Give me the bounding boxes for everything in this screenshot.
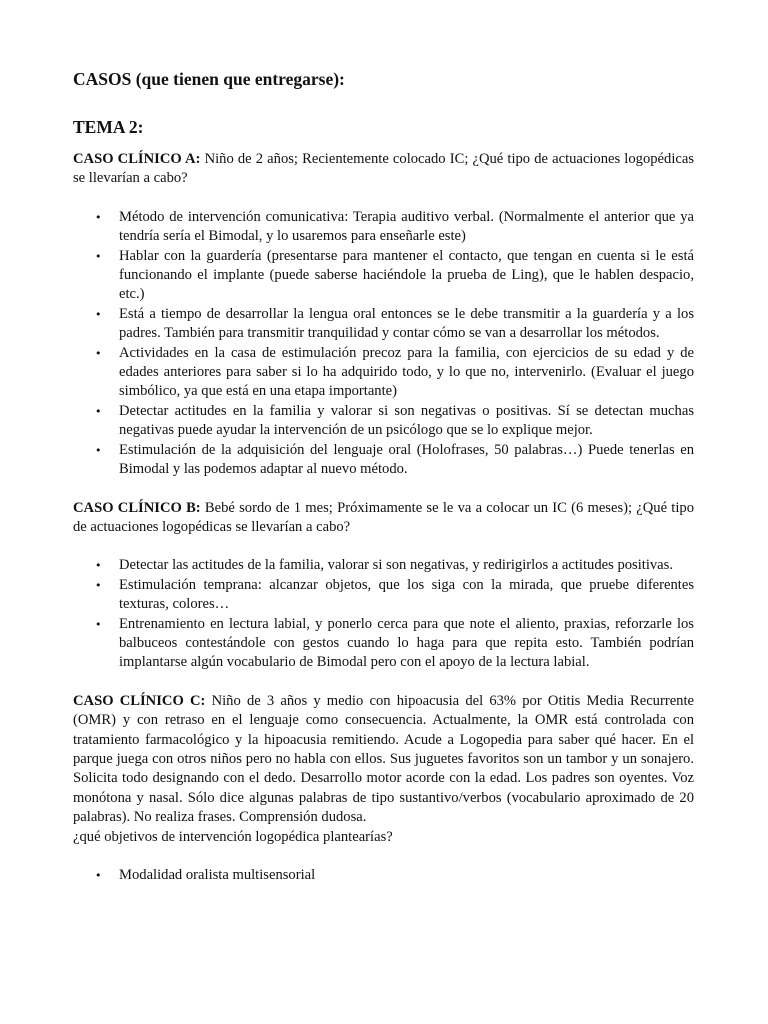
list-item-text: Entrenamiento en lectura labial, y ponerlo cerca para que note el aliento, praxias, reforzarle los balbuceos contestándole con gestos cuando lo haga para que repita esto. También podrían implantarse algún vocabulario de Bimodal pero con el apoyo de la lectura labial.	[119, 615, 694, 671]
case-a-list	[73, 208, 694, 480]
list-item	[73, 866, 694, 885]
list-item	[73, 402, 694, 441]
bullet-icon: •	[95, 307, 102, 321]
list-item-text: Método de intervención comunicativa: Terapia auditivo verbal. (Normalmente el anterior que ya tendría sería el Bimodal, y lo usaremos para enseñarle este)	[119, 208, 694, 245]
bullet-icon: •	[95, 249, 102, 263]
bullet-icon: •	[95, 578, 102, 592]
case-c-paragraph	[73, 692, 694, 828]
bullet-icon: •	[95, 210, 102, 224]
list-item	[73, 576, 694, 615]
case-c-text: Niño de 3 años y medio con hipoacusia del 63% por Otitis Media Recurrente (OMR) y con retraso en el lenguaje como consecuencia. Actualmente, la OMR está controlada con tratamiento farmacológico y la hipoacusia remitiendo. Acude a Logopedia para saber qué hacer. En el parque juega con otros niños pero no habla con ellos. Sus juguetes favoritos son un tambor y un sonajero. Solicita todo designando con el dedo. Desarrollo motor acorde con la edad. Los padres son oyentes. Voz monótona y nasal. Sólo dice algunas palabras de tipo sustantivo/verbos (vocabulario aproximado de 20 palabras). No realiza frases. Comprensión dudosa.	[73, 692, 695, 826]
case-b-paragraph	[73, 499, 694, 538]
list-item-text: Hablar con la guardería (presentarse para mantener el contacto, que tengan en cuenta si le está funcionando el implante (puede saberse haciéndole la prueba de Ling), que le hablen despacio, etc.)	[119, 247, 694, 303]
case-c-list	[73, 866, 694, 885]
list-item	[73, 247, 694, 305]
bullet-icon: •	[95, 559, 102, 573]
case-c-question: ¿qué objetivos de intervención logopédica plantearías?	[73, 828, 393, 845]
list-item-text: Modalidad oralista multisensorial	[119, 867, 316, 883]
case-a-label: CASO CLÍNICO A:	[73, 151, 201, 167]
case-a-text: Niño de 2 años; Recientemente colocado IC; ¿Qué tipo de actuaciones logopédicas se llevarían a cabo?	[73, 151, 695, 187]
list-item-text: Actividades en la casa de estimulación precoz para la familia, con ejercicios de su edad y de edades anteriores para saber si lo ha adquirido todo, y lo que no, intervenirlo. (Evaluar el juego simbólico, ya que está en una etapa importante)	[119, 344, 694, 400]
list-item	[73, 441, 694, 480]
case-b-list	[73, 556, 694, 672]
bullet-icon: •	[95, 404, 102, 418]
list-item	[73, 305, 694, 344]
case-b-text: Bebé sordo de 1 mes; Próximamente se le va a colocar un IC (6 meses); ¿Qué tipo de actuaciones logopédicas se llevarían a cabo?	[73, 499, 695, 535]
case-a-paragraph	[73, 150, 694, 189]
bullet-icon: •	[95, 443, 102, 457]
list-item-text: Detectar actitudes en la familia y valorar si son negativas o positivas. Sí se detectan muchas negativas puede ayudar la intervención de un psicólogo que se lo explique mejor.	[119, 402, 694, 439]
case-c-label: CASO CLÍNICO C:	[73, 692, 206, 709]
case-b-label: CASO CLÍNICO B:	[73, 499, 201, 516]
list-item	[73, 208, 694, 247]
list-item-text: Estimulación de la adquisición del lenguaje oral (Holofrases, 50 palabras…) Puede tenerlas en Bimodal y las podemos adaptar al nuevo método.	[119, 441, 694, 478]
list-item-text: Detectar las actitudes de la familia, valorar si son negativas, y redirigirlos a actitudes positivas.	[119, 557, 673, 574]
bullet-icon: •	[95, 617, 102, 631]
list-item-text: Está a tiempo de desarrollar la lengua oral entonces se le debe transmitir a la guardería y a los padres. También para transmitir tranquilidad y contar cómo se van a desarrollar los métodos.	[119, 305, 694, 342]
bullet-icon: •	[95, 346, 102, 360]
document-title: CASOS (que tienen que entregarse):	[73, 69, 345, 89]
list-item	[73, 556, 694, 575]
list-item-text: Estimulación temprana: alcanzar objetos, que los siga con la mirada, que pruebe diferentes texturas, colores…	[119, 576, 694, 613]
topic-heading: TEMA 2:	[73, 117, 144, 137]
list-item	[73, 344, 694, 402]
bullet-icon: •	[95, 869, 102, 882]
list-item	[73, 615, 694, 673]
